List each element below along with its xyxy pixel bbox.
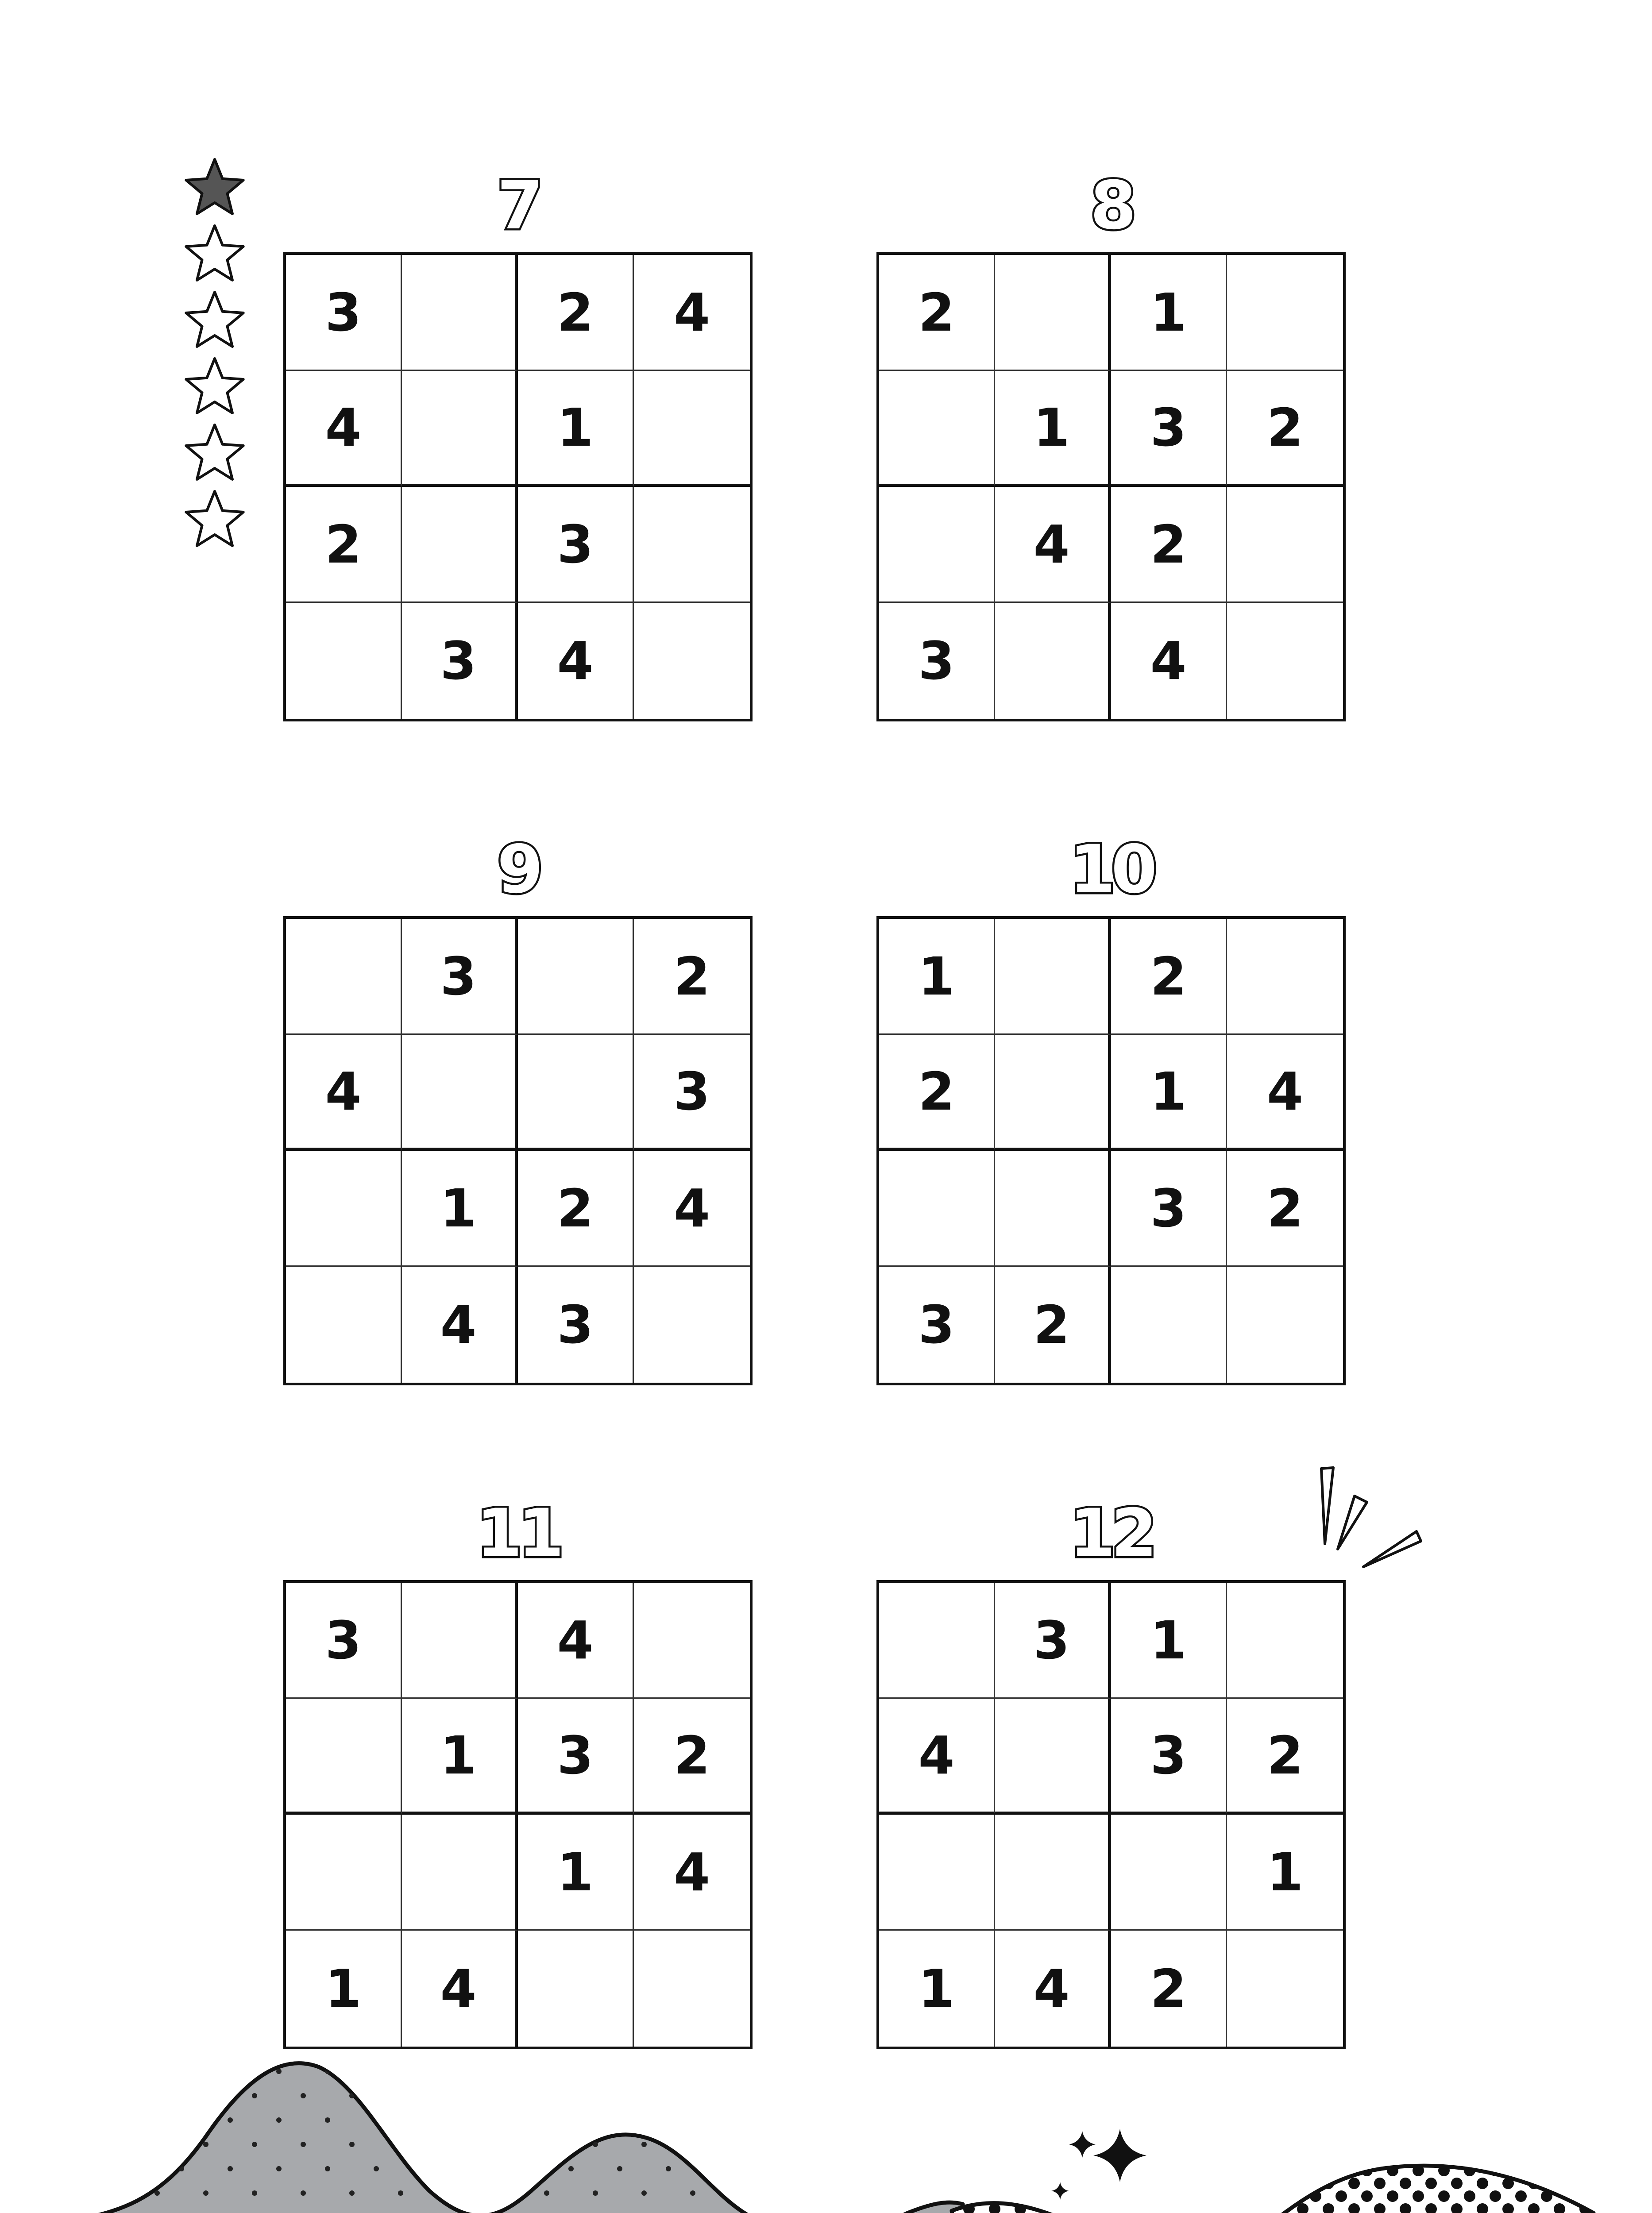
sudoku-cell[interactable] [402, 1815, 518, 1931]
sudoku-cell[interactable]: 1 [1111, 255, 1227, 371]
star-filled-icon [181, 155, 248, 221]
sudoku-cell[interactable]: 4 [995, 487, 1111, 603]
sudoku-cell[interactable] [879, 1151, 995, 1267]
sudoku-cell[interactable]: 2 [634, 1699, 750, 1815]
star-outline-icon [181, 487, 248, 553]
sudoku-cell[interactable]: 1 [402, 1151, 518, 1267]
sudoku-cell[interactable]: 2 [879, 255, 995, 371]
puzzle-number: 9 [497, 831, 539, 908]
sudoku-cell[interactable]: 2 [1227, 1699, 1343, 1815]
puzzle-number: 7 [497, 167, 539, 244]
sudoku-grid [876, 252, 1346, 721]
sudoku-cell[interactable] [286, 603, 402, 719]
landscape-decoration [0, 2036, 1652, 2213]
sudoku-cell[interactable] [879, 487, 995, 603]
sudoku-grid [283, 252, 753, 721]
sudoku-cell[interactable] [518, 919, 634, 1035]
puzzle-number: 8 [1090, 167, 1132, 244]
sudoku-cell[interactable] [634, 371, 750, 487]
sudoku-cell[interactable] [1227, 1583, 1343, 1699]
sudoku-cell[interactable]: 2 [995, 1267, 1111, 1383]
sudoku-cell[interactable]: 4 [518, 1583, 634, 1699]
sudoku-cell[interactable]: 3 [286, 1583, 402, 1699]
sudoku-cell[interactable] [634, 603, 750, 719]
sudoku-cell[interactable]: 4 [634, 255, 750, 371]
sudoku-cell[interactable]: 1 [1111, 1035, 1227, 1151]
sudoku-cell[interactable]: 4 [402, 1931, 518, 2047]
sudoku-cell[interactable]: 1 [1111, 1583, 1227, 1699]
sudoku-cell[interactable]: 4 [634, 1815, 750, 1931]
sudoku-grid [283, 916, 753, 1385]
sudoku-cell[interactable] [995, 1815, 1111, 1931]
difficulty-rating [181, 155, 252, 553]
sudoku-cell[interactable]: 1 [518, 371, 634, 487]
sudoku-cell[interactable] [518, 1035, 634, 1151]
sudoku-cell[interactable]: 1 [995, 371, 1111, 487]
sudoku-cell[interactable] [402, 487, 518, 603]
sudoku-cell[interactable]: 3 [1111, 371, 1227, 487]
sudoku-cell[interactable]: 3 [634, 1035, 750, 1151]
sudoku-cell[interactable]: 1 [402, 1699, 518, 1815]
puzzle-number: 12 [1069, 1495, 1153, 1572]
sudoku-cell[interactable]: 3 [1111, 1151, 1227, 1267]
sudoku-cell[interactable]: 4 [286, 371, 402, 487]
star-outline-icon [181, 420, 248, 487]
sparkle-icon [1051, 2129, 1146, 2200]
sudoku-cell[interactable] [1227, 487, 1343, 603]
sudoku-cell[interactable]: 1 [518, 1815, 634, 1931]
sudoku-cell[interactable]: 2 [1111, 1931, 1227, 2047]
sudoku-cell[interactable] [286, 1815, 402, 1931]
sudoku-cell[interactable] [995, 255, 1111, 371]
sudoku-cell[interactable] [402, 1583, 518, 1699]
sudoku-cell[interactable]: 4 [402, 1267, 518, 1383]
sudoku-cell[interactable] [402, 255, 518, 371]
polka-dot-ribbon [952, 2166, 1594, 2213]
sudoku-cell[interactable]: 2 [1111, 919, 1227, 1035]
sudoku-cell[interactable] [402, 1035, 518, 1151]
sudoku-cell[interactable]: 3 [402, 603, 518, 719]
sudoku-cell[interactable]: 1 [1227, 1815, 1343, 1931]
sudoku-cell[interactable] [995, 1699, 1111, 1815]
sudoku-cell[interactable]: 2 [1111, 487, 1227, 603]
sudoku-cell[interactable] [1227, 603, 1343, 719]
sudoku-grid [283, 1580, 753, 2049]
sudoku-cell[interactable]: 3 [879, 1267, 995, 1383]
sudoku-cell[interactable]: 4 [995, 1931, 1111, 2047]
sudoku-cell[interactable] [1227, 255, 1343, 371]
sudoku-cell[interactable]: 2 [518, 255, 634, 371]
sudoku-grid [876, 916, 1346, 1385]
sudoku-cell[interactable] [1111, 1267, 1227, 1383]
sudoku-cell[interactable] [1227, 919, 1343, 1035]
sudoku-cell[interactable]: 2 [1227, 1151, 1343, 1267]
sudoku-cell[interactable] [995, 1151, 1111, 1267]
sudoku-cell[interactable] [1227, 1267, 1343, 1383]
sudoku-cell[interactable] [634, 487, 750, 603]
sudoku-cell[interactable]: 3 [286, 255, 402, 371]
sudoku-cell[interactable]: 1 [879, 1931, 995, 2047]
sudoku-cell[interactable] [286, 919, 402, 1035]
sudoku-cell[interactable]: 3 [402, 919, 518, 1035]
puzzle-number: 10 [1069, 831, 1153, 908]
sudoku-cell[interactable]: 3 [518, 1267, 634, 1383]
sudoku-cell[interactable] [286, 1699, 402, 1815]
sudoku-cell[interactable]: 2 [1227, 371, 1343, 487]
sudoku-cell[interactable] [634, 1267, 750, 1383]
sudoku-cell[interactable]: 3 [518, 1699, 634, 1815]
sudoku-cell[interactable] [879, 1583, 995, 1699]
sudoku-cell[interactable]: 4 [1227, 1035, 1343, 1151]
sudoku-cell[interactable]: 4 [634, 1151, 750, 1267]
sudoku-cell[interactable]: 4 [286, 1035, 402, 1151]
sudoku-cell[interactable]: 2 [879, 1035, 995, 1151]
sudoku-cell[interactable] [286, 1151, 402, 1267]
sudoku-cell[interactable]: 3 [518, 487, 634, 603]
gray-hills [64, 2063, 963, 2213]
sudoku-cell[interactable]: 2 [634, 919, 750, 1035]
sudoku-cell[interactable]: 3 [879, 603, 995, 719]
star-outline-icon [181, 221, 248, 288]
star-outline-icon [181, 354, 248, 420]
sudoku-cell[interactable] [634, 1931, 750, 2047]
sudoku-cell[interactable] [518, 1931, 634, 2047]
sudoku-cell[interactable] [634, 1583, 750, 1699]
puzzle-number: 11 [476, 1495, 560, 1572]
sudoku-cell[interactable]: 1 [286, 1931, 402, 2047]
sudoku-cell[interactable]: 3 [995, 1583, 1111, 1699]
sudoku-cell[interactable]: 4 [518, 603, 634, 719]
sudoku-cell[interactable] [995, 1035, 1111, 1151]
burst-lines-decoration [1310, 1465, 1425, 1580]
sudoku-cell[interactable] [995, 603, 1111, 719]
sudoku-cell[interactable]: 3 [1111, 1699, 1227, 1815]
sudoku-cell[interactable] [402, 371, 518, 487]
sudoku-cell[interactable] [286, 1267, 402, 1383]
sudoku-cell[interactable]: 1 [879, 919, 995, 1035]
sudoku-cell[interactable] [879, 1815, 995, 1931]
sudoku-cell[interactable]: 4 [879, 1699, 995, 1815]
sudoku-cell[interactable] [995, 919, 1111, 1035]
sudoku-cell[interactable] [879, 371, 995, 487]
sudoku-cell[interactable]: 2 [518, 1151, 634, 1267]
sudoku-grid [876, 1580, 1346, 2049]
sudoku-cell[interactable] [1111, 1815, 1227, 1931]
sudoku-cell[interactable] [1227, 1931, 1343, 2047]
star-outline-icon [181, 288, 248, 354]
sudoku-cell[interactable]: 4 [1111, 603, 1227, 719]
sudoku-cell[interactable]: 2 [286, 487, 402, 603]
